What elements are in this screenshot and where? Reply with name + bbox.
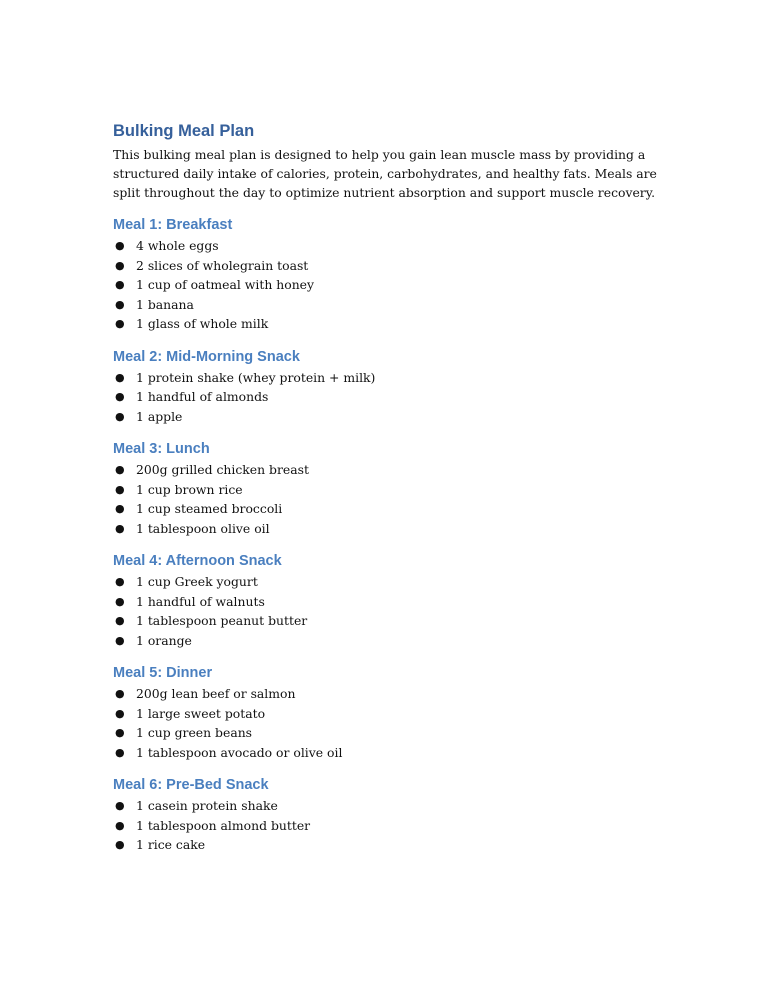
bullet-icon: ● [115, 297, 125, 311]
item-text: 1 tablespoon avocado or olive oil [136, 744, 343, 760]
item-text: 1 cup brown rice [136, 481, 243, 497]
bullet-icon: ● [115, 482, 125, 496]
bullet-icon: ● [115, 687, 125, 700]
item-text: 1 handful of almonds [136, 389, 269, 404]
bullet-icon: ● [115, 317, 125, 330]
list-item [113, 314, 658, 334]
item-text: 1 casein protein shake [136, 798, 278, 813]
item-text: 1 cup of oatmeal with honey [136, 277, 315, 292]
item-text: 1 cup Greek yogurt [136, 574, 258, 589]
intro-paragraph: This bulking meal plan is designed to help you gain lean muscle mass by providing a structured daily intake of calories, protein, carbohydrates, and healthy fats. Meals are split throughout the day to optimize nutrient absorption and support muscle recovery. [113, 147, 657, 200]
meal-heading: Meal 4: Afternoon Snack [113, 553, 282, 569]
meal-section-4 [113, 552, 658, 650]
bullet-icon: ● [115, 726, 125, 739]
list-item [113, 611, 658, 631]
list-item [113, 460, 658, 480]
list-item [113, 631, 658, 651]
meal-heading: Meal 1: Breakfast [113, 217, 233, 233]
meal-heading: Meal 5: Dinner [113, 665, 213, 681]
list-item [113, 480, 658, 500]
meal-item-list [113, 460, 658, 538]
bullet-icon: ● [115, 278, 125, 291]
document-page [113, 120, 658, 855]
list-item [113, 368, 658, 388]
list-item [113, 796, 658, 816]
list-item [113, 684, 658, 704]
bullet-icon: ● [115, 258, 125, 272]
item-text: 1 cup green beans [136, 725, 253, 740]
bullet-icon: ● [115, 799, 125, 812]
list-item [113, 704, 658, 724]
page-title: Bulking Meal Plan [113, 122, 255, 140]
list-item [113, 256, 658, 276]
list-item [113, 835, 658, 855]
list-item [113, 816, 658, 836]
item-text: 1 banana [136, 296, 194, 312]
bullet-icon: ● [115, 614, 125, 627]
list-item [113, 572, 658, 592]
list-item [113, 743, 658, 763]
list-item [113, 407, 658, 427]
list-item [113, 519, 658, 539]
item-text: 1 orange [136, 632, 192, 648]
item-text: 1 rice cake [136, 837, 206, 852]
bullet-icon: ● [115, 239, 125, 252]
item-text: 1 glass of whole milk [136, 316, 269, 331]
bullet-icon: ● [115, 502, 125, 515]
meal-heading: Meal 2: Mid-Morning Snack [113, 348, 300, 365]
meal-heading: Meal 6: Pre-Bed Snack [113, 777, 269, 793]
bullet-icon: ● [115, 521, 125, 535]
meal-section-3 [113, 440, 658, 538]
meal-section-6 [113, 776, 658, 855]
bullet-icon: ● [115, 838, 125, 851]
meal-item-list [113, 684, 658, 762]
item-text: 200g lean beef or salmon [136, 686, 296, 701]
bullet-icon: ● [115, 633, 125, 647]
meal-section-2 [113, 348, 658, 427]
item-text: 4 whole eggs [136, 238, 219, 253]
list-item [113, 295, 658, 315]
list-item [113, 499, 658, 519]
list-item [113, 275, 658, 295]
item-text: 1 tablespoon peanut butter [136, 613, 308, 628]
meal-heading: Meal 3: Lunch [113, 441, 210, 457]
meal-section-1 [113, 216, 658, 334]
meal-item-list [113, 572, 658, 650]
item-text: 200g grilled chicken breast [136, 462, 309, 477]
meal-section-5 [113, 664, 658, 762]
bullet-icon: ● [115, 706, 125, 720]
bullet-icon: ● [115, 390, 125, 403]
list-item [113, 236, 658, 256]
item-text: 1 protein shake (whey protein + milk) [136, 369, 376, 385]
item-text: 1 tablespoon olive oil [136, 520, 270, 536]
meal-item-list [113, 368, 658, 427]
meal-item-list [113, 796, 658, 855]
bullet-icon: ● [115, 370, 125, 384]
item-text: 1 apple [136, 408, 183, 424]
bullet-icon: ● [115, 818, 125, 832]
item-text: 1 large sweet potato [136, 705, 266, 721]
item-text: 1 handful of walnuts [136, 593, 265, 609]
meal-item-list [113, 236, 658, 334]
item-text: 1 tablespoon almond butter [136, 817, 311, 833]
list-item [113, 592, 658, 612]
bullet-icon: ● [115, 409, 125, 423]
bullet-icon: ● [115, 463, 125, 476]
list-item [113, 723, 658, 743]
bullet-icon: ● [115, 594, 125, 608]
item-text: 2 slices of wholegrain toast [136, 257, 309, 273]
bullet-icon: ● [115, 745, 125, 759]
list-item [113, 387, 658, 407]
item-text: 1 cup steamed broccoli [136, 501, 283, 516]
bullet-icon: ● [115, 575, 125, 588]
